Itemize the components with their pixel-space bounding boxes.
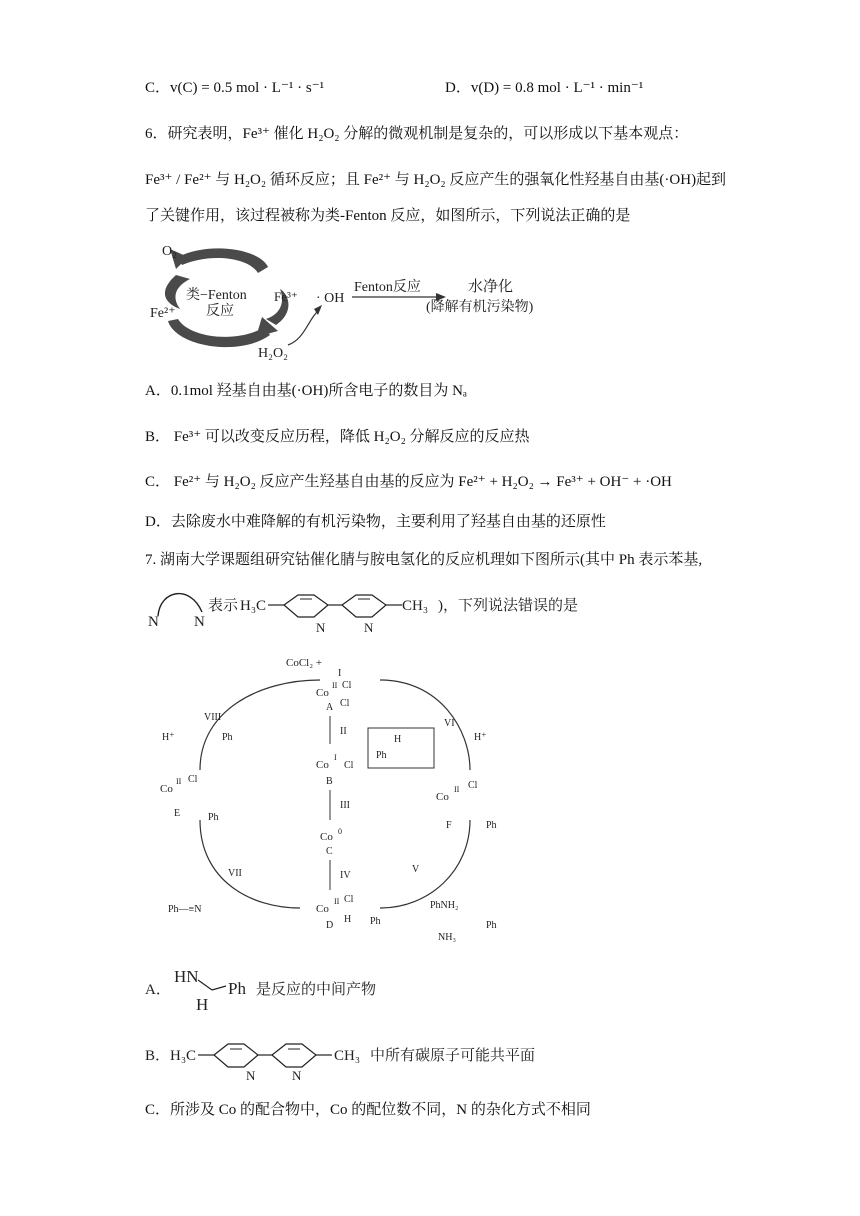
step-vi: VI xyxy=(444,718,455,729)
complex-b-co: Co xyxy=(316,759,329,771)
imine-bottom-right: Ph xyxy=(486,920,497,931)
bipy-left-methyl: H₃C xyxy=(240,598,267,614)
imine-top-left: Ph xyxy=(222,732,233,743)
q7-b-right: CH₃ xyxy=(334,1048,361,1064)
fenton-diagram xyxy=(140,235,600,365)
complex-e-cl: Cl xyxy=(188,774,198,785)
imine-ph: Ph xyxy=(228,979,246,998)
complex-b-ox: I xyxy=(334,753,337,762)
complex-a-co: Co xyxy=(316,687,329,699)
step-ii: II xyxy=(340,726,347,737)
q6-stem-line3: 了关键作用，该过程被称为类-Fenton 反应，如图所示，下列说法正确的是 xyxy=(145,208,631,224)
cycle-label-1: 类−Fenton xyxy=(186,288,247,303)
label-d: D xyxy=(326,920,334,931)
fe3-label: Fe³⁺ xyxy=(274,289,298,304)
label-e: E xyxy=(174,808,181,819)
q7-option-c: C．所涉及 Co 的配合物中，Co 的配位数不同，N 的杂化方式不相同 xyxy=(145,1102,591,1118)
ligand-definition xyxy=(140,572,610,634)
complex-d-ox: II xyxy=(334,897,340,906)
cycle-arrow-bottom xyxy=(168,319,270,347)
imine-h: H xyxy=(196,995,209,1014)
q7-option-b xyxy=(140,1026,610,1082)
q7-stem-line2-end: )，下列说法错误的是 xyxy=(438,598,578,614)
complex-b-cl: Cl xyxy=(344,760,354,771)
cycle-top: CoCl₂ + xyxy=(286,657,323,669)
step-viii: VIII xyxy=(204,712,222,723)
fe2-label: Fe²⁺ xyxy=(150,306,176,321)
product-line2: (降解有机污染物) xyxy=(426,300,534,315)
cycle-label-2: 反应 xyxy=(206,304,234,319)
boxed-amine: Ph xyxy=(376,750,387,761)
imine-hn: HN xyxy=(174,967,199,986)
hplus-left: H⁺ xyxy=(162,732,175,743)
q7-b-n1: N xyxy=(246,1068,256,1082)
complex-c-co: Co xyxy=(320,831,333,843)
complex-d-co: Co xyxy=(316,903,329,915)
complex-c-ox: 0 xyxy=(338,827,342,836)
q7-b-left: H₃C xyxy=(170,1048,197,1064)
bipy-right-methyl: CH₃ xyxy=(402,598,429,614)
fenton-arrow-label: Fenton反应 xyxy=(354,280,421,295)
ligand-means-text: 表示 xyxy=(208,598,239,614)
complex-f-ph: Ph xyxy=(486,820,497,831)
step-iii: III xyxy=(340,800,350,811)
step-vii: VII xyxy=(228,868,242,879)
step-iv: IV xyxy=(340,870,351,881)
imine-bottom-ph: Ph xyxy=(370,916,381,927)
phnh2-label: PhNH₂ xyxy=(430,900,459,911)
q6-option-d: D．去除废水中难降解的有机污染物，主要利用了羟基自由基的还原性 xyxy=(145,514,606,530)
complex-f-co: Co xyxy=(436,791,449,803)
q7-b-n2: N xyxy=(292,1068,302,1082)
nitrile: Ph—≡N xyxy=(168,904,202,915)
o2-label: O₂ xyxy=(162,244,177,259)
q6-option-c: C． Fe²⁺ 与 H₂O₂ 反应产生羟基自由基的反应为 Fe²⁺ + H₂O₂ → Fe³⁺ + OH⁻ + ·OH xyxy=(145,474,672,490)
complex-a-cl2: Cl xyxy=(340,698,350,709)
cycle-arrow-top xyxy=(178,248,268,273)
q6-stem-line2: Fe³⁺ / Fe²⁺ 与 H₂O₂ 循环反应；且 Fe²⁺ 与 H₂O₂ 反应产生的强氧化性羟基自由基(·OH)起到 xyxy=(145,172,727,188)
bipy-n2: N xyxy=(364,620,374,634)
complex-d-h: H xyxy=(344,914,352,925)
q7-a-suffix: 是反应的中间产物 xyxy=(256,982,377,998)
label-f: F xyxy=(446,820,452,831)
ligand-n-right: N xyxy=(194,614,205,630)
complex-a-ox: II xyxy=(332,681,338,690)
complex-e-ph: Ph xyxy=(208,812,219,823)
complex-f-ox: II xyxy=(454,785,460,794)
product-line1: 水净化 xyxy=(468,279,514,295)
ligand-n-left: N xyxy=(148,614,159,630)
complex-d-cl: Cl xyxy=(344,894,354,905)
bipy-n1: N xyxy=(316,620,326,634)
q6-stem-line1: 6．研究表明，Fe³⁺ 催化 H₂O₂ 分解的微观机制是复杂的，可以形成以下基本观点： xyxy=(145,126,689,142)
catalytic-cycle xyxy=(140,640,560,950)
step-v: V xyxy=(412,864,420,875)
complex-e-ox: II xyxy=(176,777,182,786)
oh-label: · OH xyxy=(316,291,345,306)
q7-option-a xyxy=(140,960,460,1016)
q7-a-prefix: A． xyxy=(145,982,171,998)
q7-stem-line1: 7. 湖南大学课题组研究钴催化腈与胺电氢化的反应机理如下图所示(其中 Ph 表示苯基, xyxy=(145,552,703,568)
h2o2-label: H₂O₂ xyxy=(258,346,288,361)
q6-option-a: A．0.1mol 羟基自由基(·OH)所含电子的数目为 Nₐ xyxy=(145,383,468,399)
q7-b-suffix: 中所有碳原子可能共平面 xyxy=(370,1048,536,1064)
hplus-right: H⁺ xyxy=(474,732,487,743)
complex-a-cl1: Cl xyxy=(342,680,352,691)
label-a: A xyxy=(326,702,334,713)
complex-e-co: Co xyxy=(160,783,173,795)
cycle-top-roman: I xyxy=(338,668,342,679)
boxed-amine-h: H xyxy=(394,734,402,745)
q5-option-c: C．v(C) = 0.5 mol · L⁻¹ · s⁻¹ xyxy=(145,80,325,96)
complex-f-cl: Cl xyxy=(468,780,478,791)
q5-option-d: D．v(D) = 0.8 mol · L⁻¹ · min⁻¹ xyxy=(445,80,644,96)
label-b: B xyxy=(326,776,333,787)
label-c: C xyxy=(326,846,333,857)
q7-b-prefix: B． xyxy=(145,1048,171,1064)
q6-option-b: B． Fe³⁺ 可以改变反应历程，降低 H₂O₂ 分解反应的反应热 xyxy=(145,429,530,445)
nh3-label: NH₃ xyxy=(438,932,456,943)
